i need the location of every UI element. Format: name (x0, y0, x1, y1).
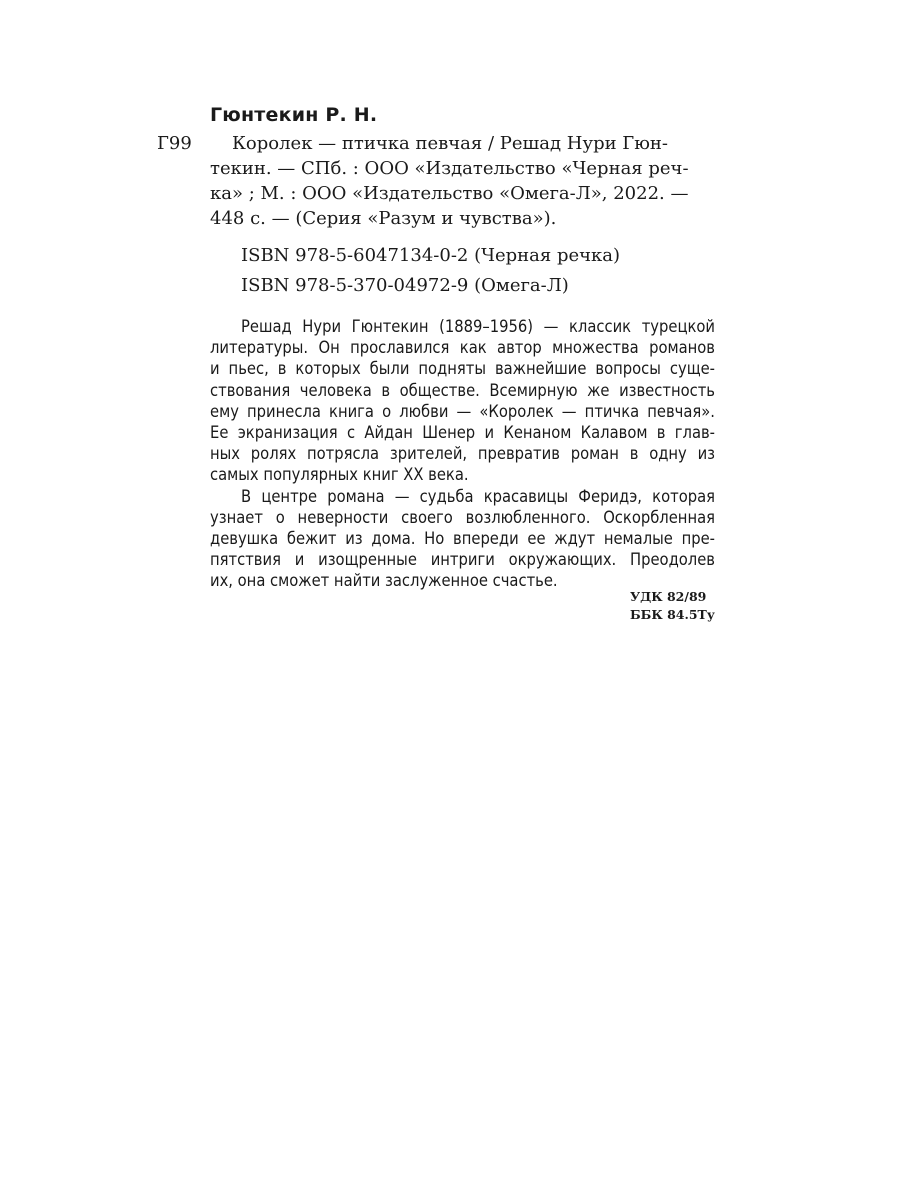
annotation-paragraph (210, 316, 715, 486)
udk-code: УДК 82/89 (630, 589, 707, 604)
bbk-code: ББК 84.5Ту (630, 607, 715, 622)
bibliographic-line: 448 с. — (Серия «Разум и чувства»). (210, 208, 557, 229)
annotation-line: ствования человека в обществе. Всемирную же известность (210, 380, 715, 400)
annotation (210, 316, 715, 592)
annotation-line: ему принесла книга о любви — «Королек — птичка певчая». (210, 401, 715, 421)
annotation-paragraph (210, 486, 715, 592)
annotation-line: литературы. Он прославился как автор множества романов (210, 338, 715, 358)
bibliographic-line: текин. — СПб. : ООО «Издательство «Черная реч- (210, 158, 689, 179)
classification-codes (630, 588, 715, 624)
bibliographic-line: Королек — птичка певчая / Решад Нури Гюн- (232, 133, 668, 154)
author-heading: Гюнтекин Р. Н. (210, 104, 378, 126)
author-mark: Г99 (157, 133, 192, 154)
annotation-line: их, она сможет найти заслуженное счастье. (210, 571, 558, 591)
annotation-line: ных ролях потрясла зрителей, превратив роман в одну из (210, 444, 715, 464)
isbn-line: ISBN 978-5-370-04972-9 (Омега-Л) (241, 275, 569, 296)
annotation-line: и пьес, в которых были подняты важнейшие вопросы суще- (210, 359, 715, 379)
bibliographic-line: ка» ; М. : ООО «Издательство «Омега-Л», 2022. — (210, 183, 689, 204)
annotation-line: Решад Нури Гюнтекин (1889–1956) — классик турецкой (241, 317, 715, 336)
annotation-line: самых популярных книг XX века. (210, 465, 469, 485)
isbn-line: ISBN 978-5-6047134-0-2 (Черная речка) (241, 245, 621, 266)
annotation-line: Ее экранизация с Айдан Шенер и Кенаном Калавом в глав- (210, 423, 715, 443)
bibliographic-record (210, 131, 715, 231)
annotation-line: узнает о неверности своего возлюбленного. Оскорбленная (210, 507, 715, 527)
annotation-line: пятствия и изощренные интриги окружающих. Преодолев (210, 550, 715, 570)
annotation-line: девушка бежит из дома. Но впереди ее ждут немалые пре- (210, 529, 715, 549)
annotation-line: В центре романа — судьба красавицы Феридэ, которая (241, 486, 715, 506)
